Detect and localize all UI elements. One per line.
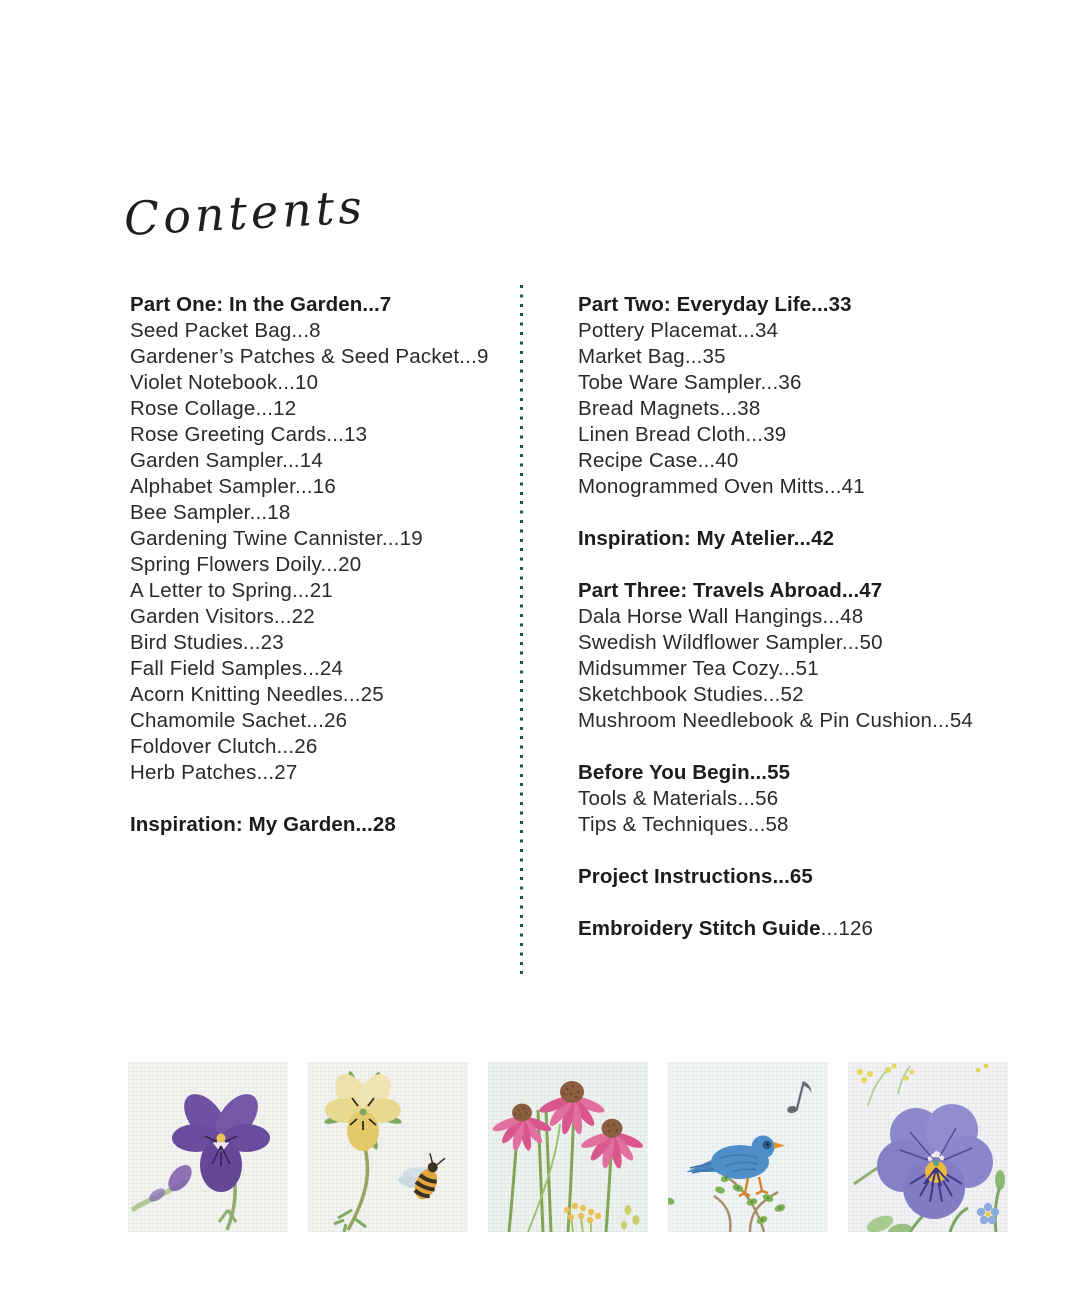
toc-entry: Tools & Materials...56 [578,787,779,810]
toc-entry: Garden Visitors...22 [130,605,315,628]
dotted-divider [520,285,523,977]
toc-entry: Swedish Wildflower Sampler...50 [578,631,883,654]
toc-entry: Inspiration: My Garden...28 [130,813,396,836]
toc-entry: Violet Notebook...10 [130,371,319,394]
toc-entry: Sketchbook Studies...52 [578,683,804,706]
toc-entry: Foldover Clutch...26 [130,735,318,758]
toc-entry: Part One: In the Garden...7 [130,293,392,316]
toc-entry: Alphabet Sampler...16 [130,475,336,498]
toc-entry: Part Three: Travels Abroad...47 [578,579,883,602]
toc-entry: Project Instructions...65 [578,865,813,888]
toc-entry: Mushroom Needlebook & Pin Cushion...54 [578,709,974,732]
page-title: Contents [122,179,368,246]
toc-entry: Garden Sampler...14 [130,449,323,472]
thumbnail-purple-pansy [848,1062,1008,1232]
toc-right-column [578,292,1008,942]
toc-entry: Embroidery Stitch Guide...126 [578,917,874,940]
thumbnail-row [128,1062,1008,1232]
bluebird-embroidery-illustration [668,1062,828,1232]
toc-entry: Inspiration: My Atelier...42 [578,527,835,550]
thumbnail-bluebird [668,1062,828,1232]
toc-entry: Fall Field Samples...24 [130,657,344,680]
toc-left-column [130,292,515,838]
toc-entry: Seed Packet Bag...8 [130,319,321,342]
toc-entry: Rose Collage...12 [130,397,297,420]
toc-entry: Dala Horse Wall Hangings...48 [578,605,864,628]
toc-entry: Acorn Knitting Needles...25 [130,683,384,706]
toc-entry: Recipe Case...40 [578,449,739,472]
toc-entry: Midsummer Tea Cozy...51 [578,657,819,680]
toc-entry: Bird Studies...23 [130,631,284,654]
toc-entry: Pottery Placemat...34 [578,319,779,342]
toc-entry: Gardener’s Patches & Seed Packet...9 [130,345,489,368]
thumbnail-violet [128,1062,288,1232]
toc-entry: Bee Sampler...18 [130,501,291,524]
toc-entry: Before You Begin...55 [578,761,791,784]
thumbnail-pansy-bee [308,1062,468,1232]
toc-entry: Spring Flowers Doily...20 [130,553,362,576]
toc-entry: A Letter to Spring...21 [130,579,333,602]
toc-entry: Market Bag...35 [578,345,726,368]
toc-entry: Tips & Techniques...58 [578,813,789,836]
pansy-bee-embroidery-illustration [308,1062,468,1232]
toc-entry: Herb Patches...27 [130,761,298,784]
toc-entry: Linen Bread Cloth...39 [578,423,787,446]
toc-entry: Monogrammed Oven Mitts...41 [578,475,865,498]
toc-entry: Rose Greeting Cards...13 [130,423,368,446]
purple-pansy-embroidery-illustration [848,1062,1008,1232]
toc-entry: Bread Magnets...38 [578,397,761,420]
thumbnail-coneflowers [488,1062,648,1232]
toc-entry: Chamomile Sachet...26 [130,709,348,732]
coneflowers-embroidery-illustration [488,1062,648,1232]
toc-entry: Gardening Twine Cannister...19 [130,527,423,550]
toc-entry: Tobe Ware Sampler...36 [578,371,802,394]
violet-embroidery-illustration [128,1062,288,1232]
toc-entry: Part Two: Everyday Life...33 [578,293,852,316]
